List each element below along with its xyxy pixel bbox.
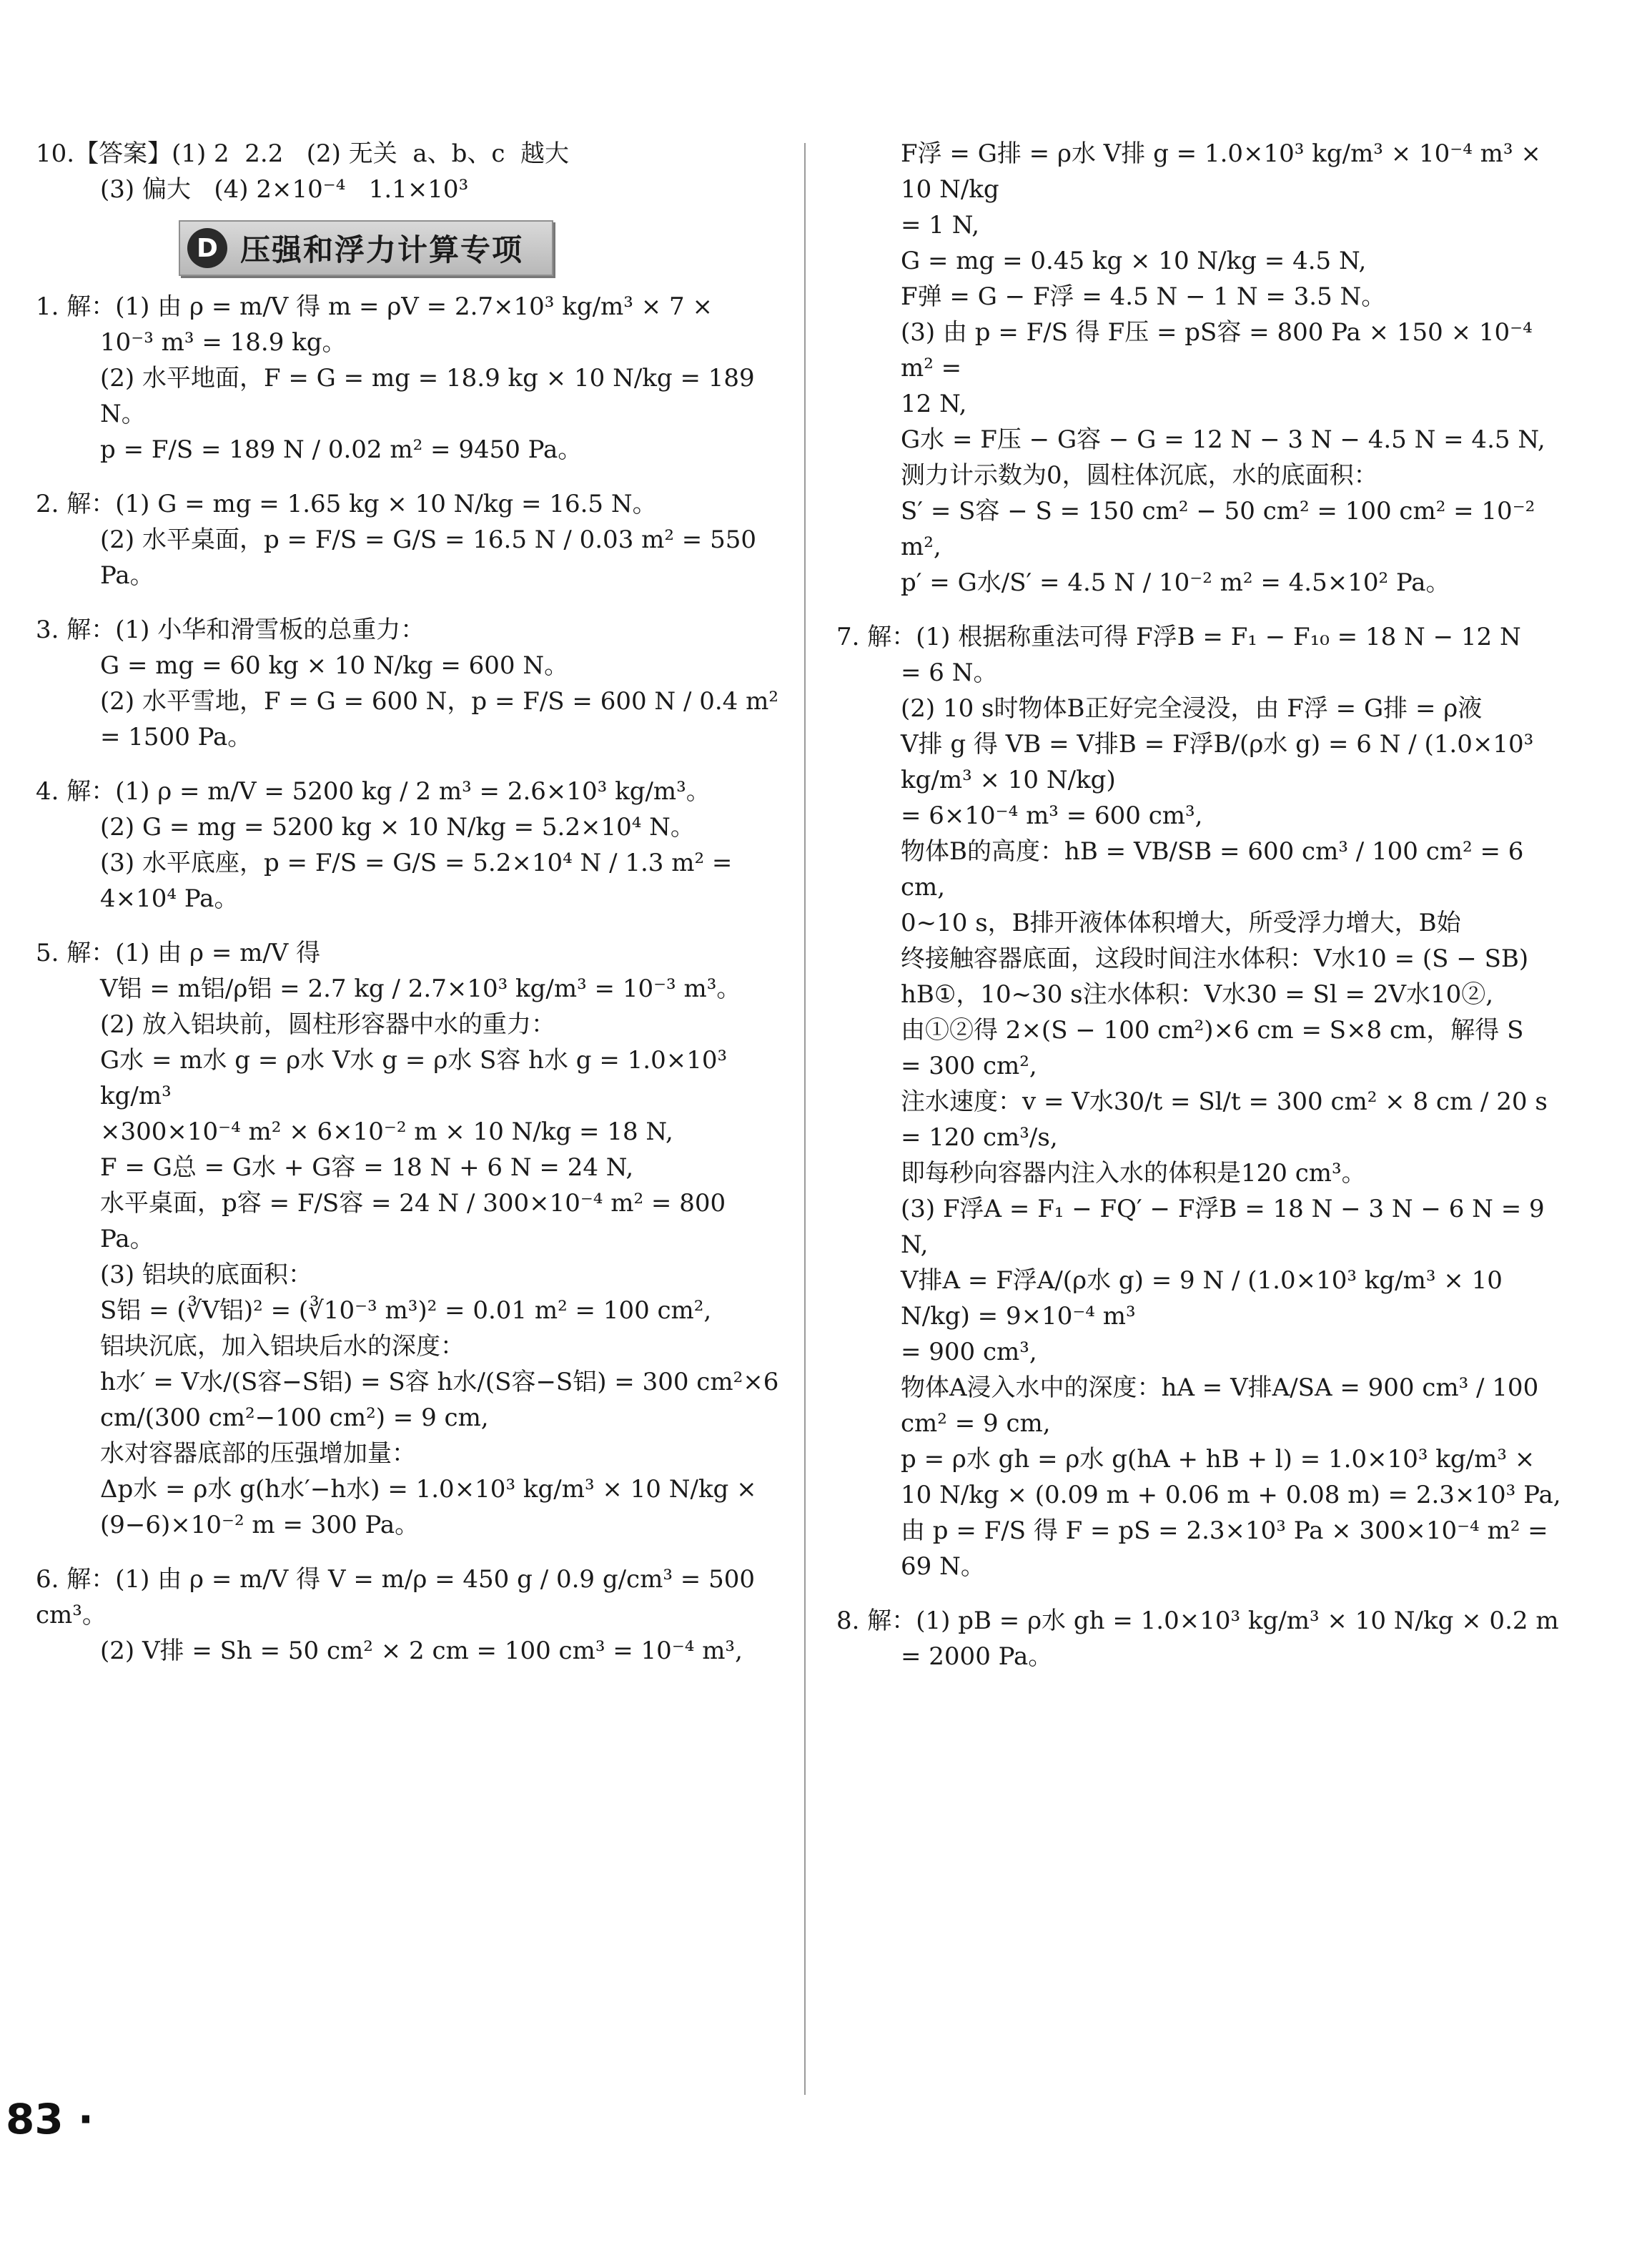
page-number: 83 · [6, 2095, 94, 2143]
solution-8-line-1: 8. 解：(1) pB = ρ水 gh = 1.0×10³ kg/m³ × 10 N/kg × 0.2 m [836, 1607, 1559, 1635]
solution-1-line-1: 1. 解：(1) 由 ρ = m/V 得 m = ρV = 2.7×10³ kg/m³ × 7 × [36, 292, 713, 321]
solution-5-line-4: G水 = m水 g = ρ水 V水 g = ρ水 S容 h水 g = 1.0×10³ kg/m³ [100, 1046, 735, 1110]
solution-7-line-2: = 6 N。 [901, 658, 998, 687]
solution-6-line-4: = 1 N, [901, 211, 980, 240]
solution-4-line-1: 4. 解：(1) ρ = m/V = 5200 kg / 2 m³ = 2.6×10³ kg/m³。 [36, 777, 711, 806]
section-banner [179, 220, 553, 276]
solution-6-line-3: F浮 = G排 = ρ水 V排 g = 1.0×10³ kg/m³ × 10⁻⁴ m³ × 10 N/kg [901, 139, 1549, 204]
solution-7-line-13: 即每秒向容器内注入水的体积是120 cm³。 [901, 1159, 1366, 1188]
solution-7-line-9: hB①，10~30 s注水体积：V水30 = Sl = 2V水10②, [901, 980, 1494, 1009]
solution-6-line-1: 6. 解：(1) 由 ρ = m/V 得 V = m/ρ = 450 g / 0.9 g/cm³ = 500 cm³。 [36, 1565, 763, 1629]
solution-7-line-15: V排A = F浮A/(ρ水 g) = 9 N / (1.0×10³ kg/m³ × 10 N/kg) = 9×10⁻⁴ m³ [901, 1266, 1510, 1331]
solution-2-line-1: 2. 解：(1) G = mg = 1.65 kg × 10 N/kg = 16.5 N。 [36, 490, 657, 518]
solution-7-line-16: = 900 cm³, [901, 1338, 1037, 1366]
solution-7-line-19: 10 N/kg × (0.09 m + 0.06 m + 0.08 m) = 2.3×10³ Pa, [901, 1481, 1561, 1509]
solution-6-line-7: (3) 由 p = F/S 得 F压 = pS容 = 800 Pa × 150 × 10⁻⁴ m² = [901, 318, 1540, 383]
solution-7-line-10: 由①②得 2×(S − 100 cm²)×6 cm = S×8 cm，解得 S [901, 1016, 1524, 1045]
solution-7-line-1: 7. 解：(1) 根据称重法可得 F浮B = F₁ − F₁₀ = 18 N − 12 N [836, 623, 1521, 651]
solution-5-line-3: (2) 放入铝块前，圆柱形容器中水的重力： [100, 1010, 555, 1039]
solution-5-line-9: S铝 = (∛V铝)² = (∛10⁻³ m³)² = 0.01 m² = 100 cm², [100, 1296, 712, 1325]
solution-7-line-11: = 300 cm², [901, 1052, 1037, 1080]
solution-7-line-20: 由 p = F/S 得 F = pS = 2.3×10³ Pa × 300×10⁻⁴ m² = [901, 1516, 1548, 1545]
solution-8-line-2: = 2000 Pa。 [901, 1642, 1053, 1671]
solution-7-line-21: 69 N。 [901, 1552, 985, 1581]
solution-7-line-6: 物体B的高度：hB = VB/SB = 600 cm³ / 100 cm² = 6 cm, [901, 837, 1532, 902]
answer-10-line-1: 10.【答案】(1) 2 2.2 (2) 无关 a、b、c 越大 [36, 139, 570, 168]
solution-6-line-5: G = mg = 0.45 kg × 10 N/kg = 4.5 N, [901, 247, 1367, 275]
solution-7-line-5: = 6×10⁻⁴ m³ = 600 cm³, [901, 801, 1203, 830]
solution-6-line-6: F弹 = G − F浮 = 4.5 N − 1 N = 3.5 N。 [901, 282, 1386, 311]
section-title: 压强和浮力计算专项 [240, 232, 524, 267]
solution-5-line-10: 铝块沉底，加入铝块后水的深度： [100, 1332, 465, 1361]
solution-1-line-4: p = F/S = 189 N / 0.02 m² = 9450 Pa。 [100, 435, 583, 464]
left-column [36, 136, 787, 1669]
solution-6-line-11: S′ = S容 − S = 150 cm² − 50 cm² = 100 cm² = 10⁻² m², [901, 497, 1543, 561]
section-badge-icon: D [187, 228, 227, 268]
column-divider [804, 143, 806, 2095]
solution-1-line-3: (2) 水平地面，F = G = mg = 18.9 kg × 10 N/kg = 189 N。 [100, 364, 763, 428]
solution-1-line-2: 10⁻³ m³ = 18.9 kg。 [100, 328, 347, 357]
solution-7-line-17: 物体A浸入水中的深度：hA = V排A/SA = 900 cm³ / 100 cm² = 9 cm, [901, 1373, 1547, 1438]
solution-2-line-2: (2) 水平桌面，p = F/S = G/S = 16.5 N / 0.03 m² = 550 Pa。 [100, 525, 764, 590]
solution-5-line-13: Δp水 = ρ水 g(h水′−h水) = 1.0×10³ kg/m³ × 10 N/kg × [100, 1475, 757, 1504]
solution-6-line-9: G水 = F压 − G容 − G = 12 N − 3 N − 4.5 N = 4.5 N, [901, 425, 1545, 454]
solution-7-line-14: (3) F浮A = F₁ − FQ′ − F浮B = 18 N − 3 N − 6 N = 9 N, [901, 1195, 1553, 1259]
solution-4-line-2: (2) G = mg = 5200 kg × 10 N/kg = 5.2×10⁴ N。 [100, 813, 695, 842]
solution-7-line-3: (2) 10 s时物体B正好完全浸没，由 F浮 = G排 = ρ液 [901, 694, 1483, 723]
solution-5-line-14: (9−6)×10⁻² m = 300 Pa。 [100, 1511, 420, 1539]
solution-5-line-8: (3) 铝块的底面积： [100, 1260, 312, 1289]
solution-5-line-2: V铝 = m铝/ρ铝 = 2.7 kg / 2.7×10³ kg/m³ = 10⁻³ m³。 [100, 974, 741, 1003]
answer-10-line-2: (3) 偏大 (4) 2×10⁻⁴ 1.1×10³ [100, 175, 469, 204]
solution-7-line-18: p = ρ水 gh = ρ水 g(hA + hB + l) = 1.0×10³ kg/m³ × [901, 1445, 1535, 1474]
solution-3-line-2: G = mg = 60 kg × 10 N/kg = 600 N。 [100, 651, 569, 680]
solution-7-line-7: 0~10 s，B排开液体体积增大，所受浮力增大，B始 [901, 909, 1461, 937]
solution-5-line-12: 水对容器底部的压强增加量： [100, 1439, 416, 1468]
solution-4-line-3: (3) 水平底座，p = F/S = G/S = 5.2×10⁴ N / 1.3 m² = 4×10⁴ Pa。 [100, 849, 741, 913]
solution-5-line-1: 5. 解：(1) 由 ρ = m/V 得 [36, 939, 321, 967]
solution-5-line-5: ×300×10⁻⁴ m² × 6×10⁻² m × 10 N/kg = 18 N, [100, 1117, 673, 1146]
solution-6-line-2: (2) V排 = Sh = 50 cm² × 2 cm = 100 cm³ = 10⁻⁴ m³, [100, 1637, 743, 1665]
solution-6-line-10: 测力计示数为0，圆柱体沉底，水的底面积： [901, 461, 1378, 490]
solution-5-line-11: h水′ = V水/(S容−S铝) = S容 h水/(S容−S铝) = 300 cm²×6 cm/(300 cm²−100 cm²) = 9 cm, [100, 1368, 787, 1432]
solution-3-line-3: (2) 水平雪地，F = G = 600 N，p = F/S = 600 N / 0.4 m² = 1500 Pa。 [100, 687, 786, 751]
solution-7-line-12: 注水速度：v = V水30/t = Sl/t = 300 cm² × 8 cm / 20 s = 120 cm³/s, [901, 1087, 1555, 1152]
solution-6-line-12: p′ = G水/S′ = 4.5 N / 10⁻² m² = 4.5×10² Pa。 [901, 568, 1450, 597]
solution-3-line-1: 3. 解：(1) 小华和滑雪板的总重力： [36, 616, 425, 644]
solution-5-line-7: 水平桌面，p容 = F/S容 = 24 N / 300×10⁻⁴ m² = 800 Pa。 [100, 1189, 733, 1253]
solution-7-line-4: V排 g 得 VB = V排B = F浮B/(ρ水 g) = 6 N / (1.0×10³ kg/m³ × 10 N/kg) [901, 730, 1542, 794]
solution-5-line-6: F = G总 = G水 + G容 = 18 N + 6 N = 24 N, [100, 1153, 634, 1182]
solution-6-line-8: 12 N, [901, 390, 967, 418]
solution-7-line-8: 终接触容器底面，这段时间注水体积：V水10 = (S − SB) [901, 944, 1529, 973]
right-column [836, 136, 1566, 1674]
